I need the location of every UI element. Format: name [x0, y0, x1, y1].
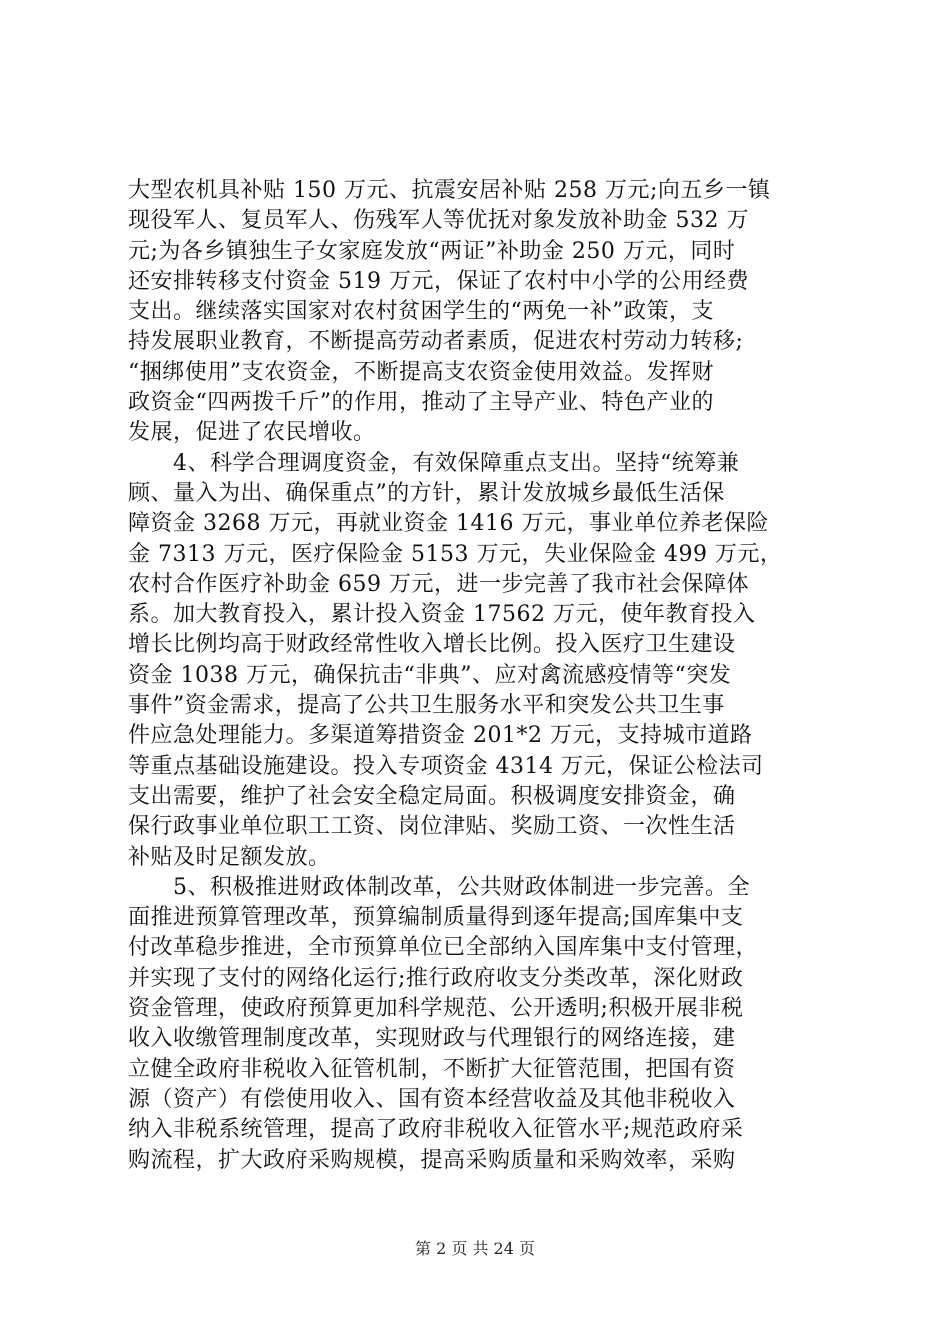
- body-text: [128, 176, 828, 1176]
- text-line-12: 障资金 3268 万元，再就业资金 1416 万元，事业单位养老保险: [128, 511, 769, 537]
- text-line-21: 支出需要，维护了社会安全稳定局面。积极调度安排资金，确: [128, 783, 736, 809]
- text-line-22: 保行政事业单位职工工资、岗位津贴、奖励工资、一次性生活: [128, 814, 736, 840]
- page-footer: [0, 1239, 950, 1259]
- text-line-18: 事件”资金需求，提高了公共卫生服务水平和突发公共卫生事: [128, 693, 725, 719]
- text-line-2: 现役军人、复员军人、伤残军人等优抚对象发放补助金 532 万: [128, 208, 749, 234]
- text-line-19: 件应急处理能力。多渠道筹措资金 201*2 万元，支持城市道路: [128, 723, 753, 749]
- text-line-13: 金 7313 万元，医疗保险金 5153 万元，失业保险金 499 万元，: [128, 541, 783, 567]
- text-line-11: 顾、量入为出、确保重点”的方针，累计发放城乡最低生活保: [128, 480, 725, 506]
- text-line-6: 持发展职业教育，不断提高劳动者素质，促进农村劳动力转移;: [128, 329, 744, 355]
- text-line-8: 政资金“四两拨千斤”的作用，推动了主导产业、特色产业的: [128, 390, 714, 416]
- text-line-31: 源（资产）有偿使用收入、国有资本经营收益及其他非税收入: [128, 1086, 736, 1112]
- text-line-3: 元;为各乡镇独生子女家庭发放“两证”补助金 250 万元，同时: [128, 238, 736, 264]
- text-line-10: 4、科学合理调度资金，有效保障重点支出。坚持“统筹兼: [128, 450, 740, 476]
- text-line-4: 还安排转移支付资金 519 万元，保证了农村中小学的公用经费: [128, 268, 749, 294]
- text-line-14: 农村合作医疗补助金 659 万元，进一步完善了我市社会保障体: [128, 571, 749, 597]
- text-line-33: 购流程，扩大政府采购规模，提高采购质量和采购效率，采购: [128, 1147, 736, 1173]
- text-line-16: 增长比例均高于财政经常性收入增长比例。投入医疗卫生建设: [128, 632, 736, 658]
- text-line-32: 纳入非税系统管理，提高了政府非税收入征管水平;规范政府采: [128, 1117, 744, 1143]
- text-line-28: 资金管理，使政府预算更加科学规范、公开透明;积极开展非税: [128, 996, 744, 1022]
- text-line-27: 并实现了支付的网络化运行;推行政府收支分类改革，深化财政: [128, 965, 744, 991]
- text-line-23: 补贴及时足额发放。: [128, 844, 331, 870]
- text-line-30: 立健全政府非税收入征管机制，不断扩大征管范围，把国有资: [128, 1056, 736, 1082]
- text-line-20: 等重点基础设施建设。投入专项资金 4314 万元，保证公检法司: [128, 753, 764, 779]
- text-line-25: 面推进预算管理改革，预算编制质量得到逐年提高;国库集中支: [128, 905, 744, 931]
- text-line-26: 付改革稳步推进，全市预算单位已全部纳入国库集中支付管理，: [128, 935, 759, 961]
- text-line-24: 5、积极推进财政体制改革，公共财政体制进一步完善。全: [128, 874, 750, 900]
- text-line-5: 支出。继续落实国家对农村贫困学生的“两免一补”政策，支: [128, 299, 714, 325]
- text-line-17: 资金 1038 万元，确保抗击“非典”、应对禽流感疫情等“突发: [128, 662, 732, 688]
- text-line-9: 发展，促进了农民增收。: [128, 420, 376, 446]
- text-line-1: 大型农机具补贴 150 万元、抗震安居补贴 258 万元;向五乡一镇: [128, 178, 771, 203]
- text-line-15: 系。加大教育投入，累计投入资金 17562 万元，使年教育投入: [128, 602, 756, 628]
- text-line-7: “捆绑使用”支农资金，不断提高支农资金使用效益。发挥财: [128, 359, 714, 385]
- page-number-label: 第 2 页 共 24 页: [415, 1239, 535, 1258]
- text-line-29: 收入收缴管理制度改革，实现财政与代理银行的网络连接，建: [128, 1026, 736, 1052]
